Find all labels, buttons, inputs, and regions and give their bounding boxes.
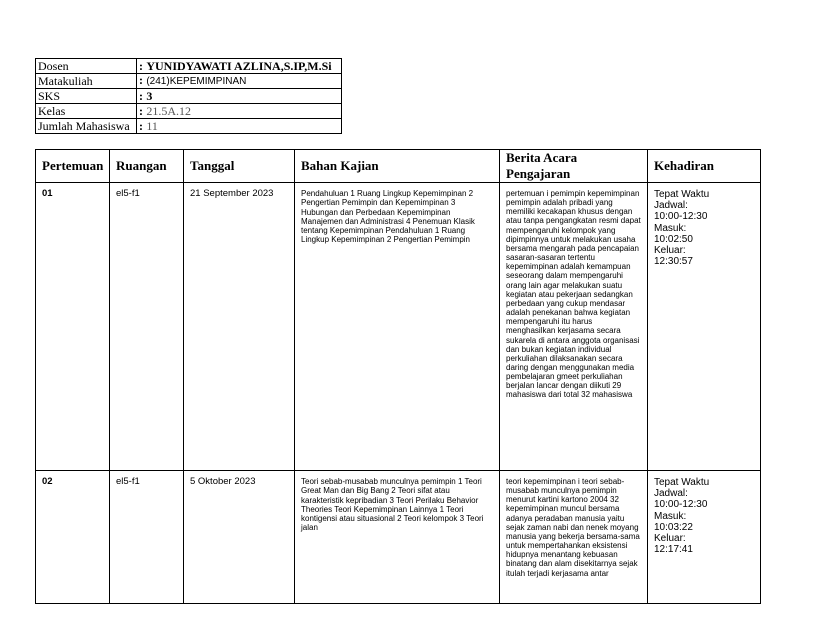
keluar-value: 12:30:57	[654, 256, 693, 268]
header-bahan-kajian: Bahan Kajian	[295, 150, 500, 183]
kehadiran-cell	[648, 183, 761, 471]
header-berita-acara: Berita Acara Pengajaran	[500, 150, 648, 183]
masuk-value: 10:02:50	[654, 233, 693, 245]
status-text: Tepat Waktu	[654, 477, 710, 488]
bahan-kajian-cell: Pendahuluan 1 Ruang Lingkup Kepemimpinan 2 Pengertian Pemimpin dan Kepemimpinan 3 Hubungan dan Perbedaan Kepemimpinan Manajemen dan Administrasi 4 Penemuan Klasik tentang Kepemimpinan Pendahuluan 1 Ruang Lingkup Kepemimpinan 2 Pengertian Pemimpin	[295, 183, 500, 471]
status-text: Tepat Waktu	[654, 189, 710, 200]
header-kehadiran: Kehadiran	[648, 150, 761, 183]
separator: :	[139, 88, 143, 103]
masuk-value: 10:03:22	[654, 521, 693, 533]
attendance-table	[35, 149, 761, 604]
kelas-value: 21.5A.12	[146, 103, 192, 118]
sks-label: SKS	[36, 89, 137, 104]
info-row-dosen	[36, 59, 342, 74]
ruangan-cell: el5-f1	[110, 183, 184, 471]
separator: :	[139, 58, 143, 73]
course-info-table	[35, 58, 342, 134]
kelas-value-cell	[137, 104, 342, 119]
jadwal-label: Jadwal:	[654, 200, 688, 212]
matakuliah-value: (241)KEPEMIMPINAN	[146, 76, 247, 87]
separator: :	[139, 103, 143, 118]
info-row-jumlah	[36, 119, 342, 134]
sks-value-cell	[137, 89, 342, 104]
masuk-label: Masuk:	[654, 222, 687, 234]
table-header-row	[36, 150, 761, 183]
info-row-matakuliah	[36, 74, 342, 89]
keluar-label: Keluar:	[654, 245, 686, 257]
kehadiran-cell	[648, 471, 761, 604]
dosen-value: YUNIDYAWATI AZLINA,S.IP,M.Si	[146, 58, 332, 73]
jumlah-value: 11	[146, 118, 158, 133]
header-pertemuan: Pertemuan	[36, 150, 110, 183]
tanggal-cell: 5 Oktober 2023	[184, 471, 295, 604]
separator: :	[139, 118, 143, 133]
matakuliah-value-cell	[137, 74, 342, 89]
bahan-kajian-cell: Teori sebab-musabab munculnya pemimpin 1 Teori Great Man dan Big Bang 2 Teori sifat atau karakteristik kepribadian 3 Teori Perilaku Behavior Theories Teori Kepemimpinan Lainnya 1 Teori kontigensi atau situasional 2 Teori kelompok 3 Teori jalan	[295, 471, 500, 604]
jumlah-value-cell	[137, 119, 342, 134]
sks-value: 3	[146, 88, 153, 103]
masuk-label: Masuk:	[654, 510, 687, 522]
ruangan-cell: el5-f1	[110, 471, 184, 604]
berita-acara-cell: pertemuan i pemimpin kepemimpinan pemimpin adalah pribadi yang memiliki kecakapan khusus dengan atau tanpa pengangkatan resmi dapat mempengaruhi kelompok yang dipimpinnya untuk melakukan usaha bersama mengarah pada pencapaian sasaran-sasaran tertentu kepemimpinan adalah kemampuan seseorang dalam mempengaruhi orang lain agar melakukan suatu kegiatan atau pekerjaan sedangkan perbedaan yang cukup mendasar adalah penekanan bahwa kegiatan mempengaruhi itu harus menghasilkan kerjasama secara sukarela di antara anggota organisasi dan bukan kegiatan individual perkuliahan dilaksanakan secara daring dengan menggunakan media pembelajaran gmeet perkuliahan berjalan lancar dengan diikuti 29 mahasiswa dari total 32 mahasiswa	[500, 183, 648, 471]
header-ruangan: Ruangan	[110, 150, 184, 183]
keluar-label: Keluar:	[654, 533, 686, 545]
dosen-value-cell	[137, 59, 342, 74]
jadwal-label: Jadwal:	[654, 488, 688, 500]
pertemuan-cell: 02	[36, 471, 110, 604]
pertemuan-cell: 01	[36, 183, 110, 471]
dosen-label: Dosen	[36, 59, 137, 74]
jadwal-value: 10:00-12:30	[654, 499, 708, 511]
kelas-label: Kelas	[36, 104, 137, 119]
info-row-sks	[36, 89, 342, 104]
tanggal-cell: 21 September 2023	[184, 183, 295, 471]
matakuliah-label: Matakuliah	[36, 74, 137, 89]
jumlah-label: Jumlah Mahasiswa	[36, 119, 137, 134]
jadwal-value: 10:00-12:30	[654, 211, 708, 223]
berita-acara-cell: teori kepemimpinan i teori sebab-musabab munculnya pemimpin menurut kartini kartono 2004 32 kepemimpinan muncul bersama adanya peradaban manusia yaitu sejak zaman nabi dan nenek moyang manusia yang bekerja bersama-sama untuk mempertahankan eksistensi hidupnya menantang kebuasan binatang dan alam disekitarnya sejak itulah terjadi kerjasama antar	[506, 477, 640, 578]
header-tanggal: Tanggal	[184, 150, 295, 183]
table-row	[36, 471, 761, 604]
info-row-kelas	[36, 104, 342, 119]
separator: :	[139, 73, 143, 87]
berita-acara-cell-wrap	[500, 471, 648, 604]
table-row	[36, 183, 761, 471]
keluar-value: 12:17:41	[654, 544, 693, 556]
